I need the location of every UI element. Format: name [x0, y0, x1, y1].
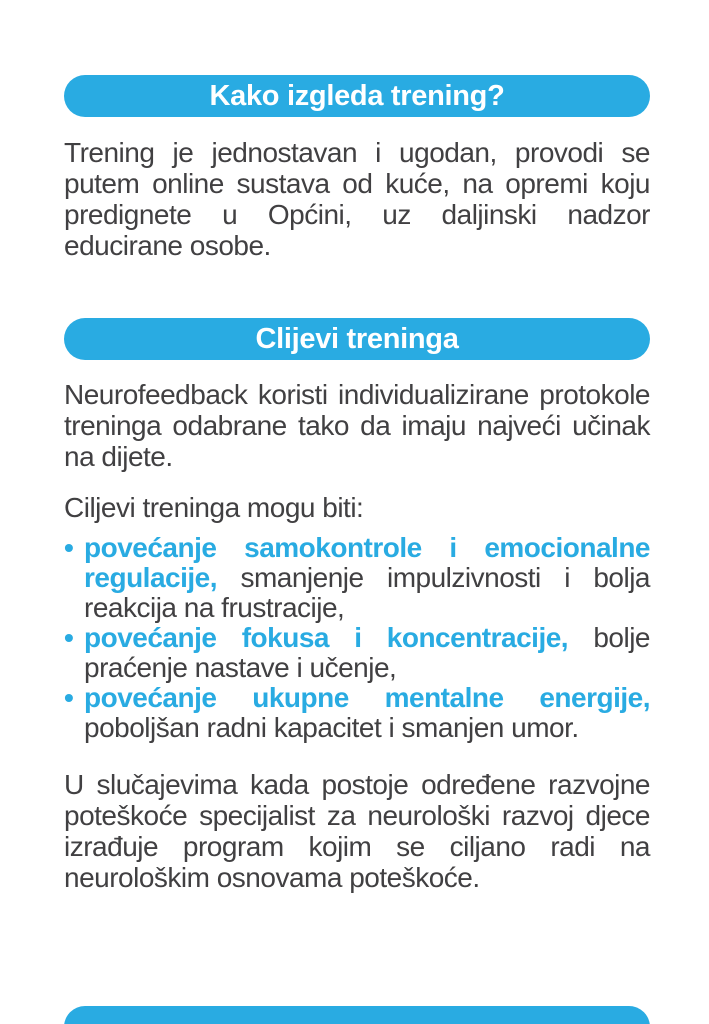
paragraph-goals-intro: Neurofeedback koristi individualizirane protokole treninga odabrane tako da imaju najveći učinak na dijete.: [64, 379, 650, 472]
partial-next-section-banner: [64, 1006, 650, 1024]
bullet-icon: •: [64, 622, 74, 653]
goal-highlight: povećanje samokontrole i emocionalne regulacije,: [84, 532, 650, 593]
goal-detail: bolje praćenje nastave i učenje,: [84, 622, 650, 683]
goal-detail: poboljšan radni kapacitet i smanjen umor.: [84, 712, 579, 743]
section-banner-goals: [64, 318, 650, 360]
section-title-how: Kako izgleda trening?: [209, 79, 505, 112]
section-title-goals: Clijevi treninga: [255, 322, 459, 355]
goal-highlight: povećanje fokusa i koncentracije,: [84, 622, 569, 653]
goal-item: [64, 683, 650, 743]
section-banner-how: [64, 75, 650, 117]
paragraph-how: Trening je jednostavan i ugodan, provodi se putem online sustava od kuće, na opremi koju predignete u Općini, uz daljinski nadzor educirane osobe.: [64, 137, 650, 261]
goal-highlight: povećanje ukupne mentalne energije,: [84, 682, 650, 713]
goal-item: [64, 533, 650, 623]
goal-list: [64, 533, 650, 743]
goal-item: [64, 623, 650, 683]
bullet-icon: •: [64, 532, 74, 563]
paragraph-goals-outro: U slučajevima kada postoje određene razvojne poteškoće specijalist za neurološki razvoj djece izrađuje program kojim se ciljano radi na neurološkim osnovama poteškoće.: [64, 769, 650, 893]
goal-list-heading: Ciljevi treninga mogu biti:: [64, 492, 364, 523]
goal-detail: smanjenje impulzivnosti i bolja reakcija na frustracije,: [84, 562, 650, 623]
bullet-icon: •: [64, 682, 74, 713]
